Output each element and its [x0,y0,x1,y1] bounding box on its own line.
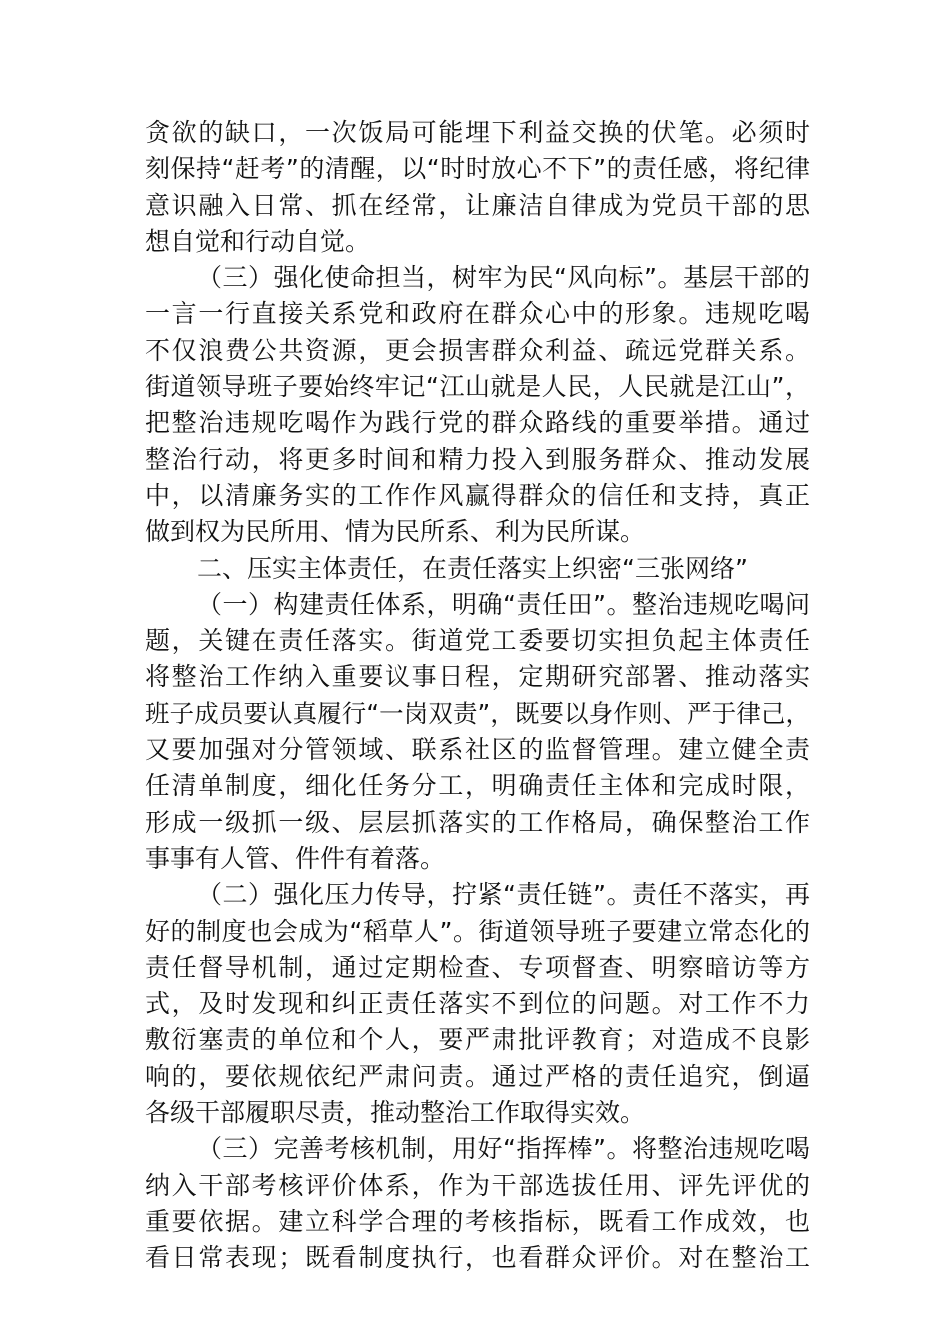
text-line: 街道领导班子要始终牢记“江山就是人民，人民就是江山”， [145,372,810,402]
text-line: 刻保持“赶考”的清醒，以“时时放心不下”的责任感，将纪律 [145,154,810,184]
text-line: 一言一行直接关系党和政府在群众心中的形象。违规吃喝 [145,299,810,329]
text-line: 形成一级抓一级、层层抓落实的工作格局，确保整治工作 [145,807,810,837]
text-line: 责任督导机制，通过定期检查、专项督查、明察暗访等方 [145,952,810,982]
text-line: 二、压实主体责任，在责任落实上织密“三张网络” [197,553,748,583]
text-line: 不仅浪费公共资源，更会损害群众利益、疏远党群关系。 [145,335,810,365]
text-line: 各级干部履职尽责，推动整治工作取得实效。 [145,1098,646,1128]
text-line: 意识融入日常、抓在经常，让廉洁自律成为党员干部的思 [145,190,810,220]
text-line: 把整治违规吃喝作为践行党的群众路线的重要举措。通过 [145,408,810,438]
text-line: （一）构建责任体系，明确“责任田”。整治违规吃喝问 [197,589,810,619]
text-line: 事事有人管、件件有着落。 [145,843,446,873]
text-line: 想自觉和行动自觉。 [145,226,371,256]
text-line: 做到权为民所用、情为民所系、利为民所谋。 [145,517,646,547]
text-line: 式，及时发现和纠正责任落实不到位的问题。对工作不力 [145,989,810,1019]
text-line: 又要加强对分管领域、联系社区的监督管理。建立健全责 [145,735,810,765]
text-line: （三）强化使命担当，树牢为民“风向标”。基层干部的 [197,263,810,293]
text-line: 中，以清廉务实的工作作风赢得群众的信任和支持，真正 [145,480,810,510]
text-line: 题，关键在责任落实。街道党工委要切实担负起主体责任 [145,626,810,656]
text-line: （二）强化压力传导，拧紧“责任链”。责任不落实，再 [197,880,810,910]
text-line: 响的，要依规依纪严肃问责。通过严格的责任追究，倒逼 [145,1061,810,1091]
text-line: 将整治工作纳入重要议事日程，定期研究部署、推动落实 [145,662,810,692]
text-line: 敷衍塞责的单位和个人，要严肃批评教育；对造成不良影 [145,1025,810,1055]
text-line: 整治行动，将更多时间和精力投入到服务群众、推动发展 [145,444,810,474]
text-line: 任清单制度，细化任务分工，明确责任主体和完成时限， [145,771,810,801]
text-line: 看日常表现；既看制度执行，也看群众评价。对在整治工 [145,1243,810,1273]
text-line: 纳入干部考核评价体系，作为干部选拔任用、评先评优的 [145,1170,810,1200]
text-line: 贪欲的缺口，一次饭局可能埋下利益交换的伏笔。必须时 [145,118,810,147]
text-line: 重要依据。建立科学合理的考核指标，既看工作成效，也 [145,1206,810,1236]
text-line: 班子成员要认真履行“一岗双责”，既要以身作则、严于律己， [145,698,810,728]
text-line: （三）完善考核机制，用好“指挥棒”。将整治违规吃喝 [197,1134,810,1164]
body-text [145,115,810,1277]
text-line: 好的制度也会成为“稻草人”。街道领导班子要建立常态化的 [145,916,810,946]
